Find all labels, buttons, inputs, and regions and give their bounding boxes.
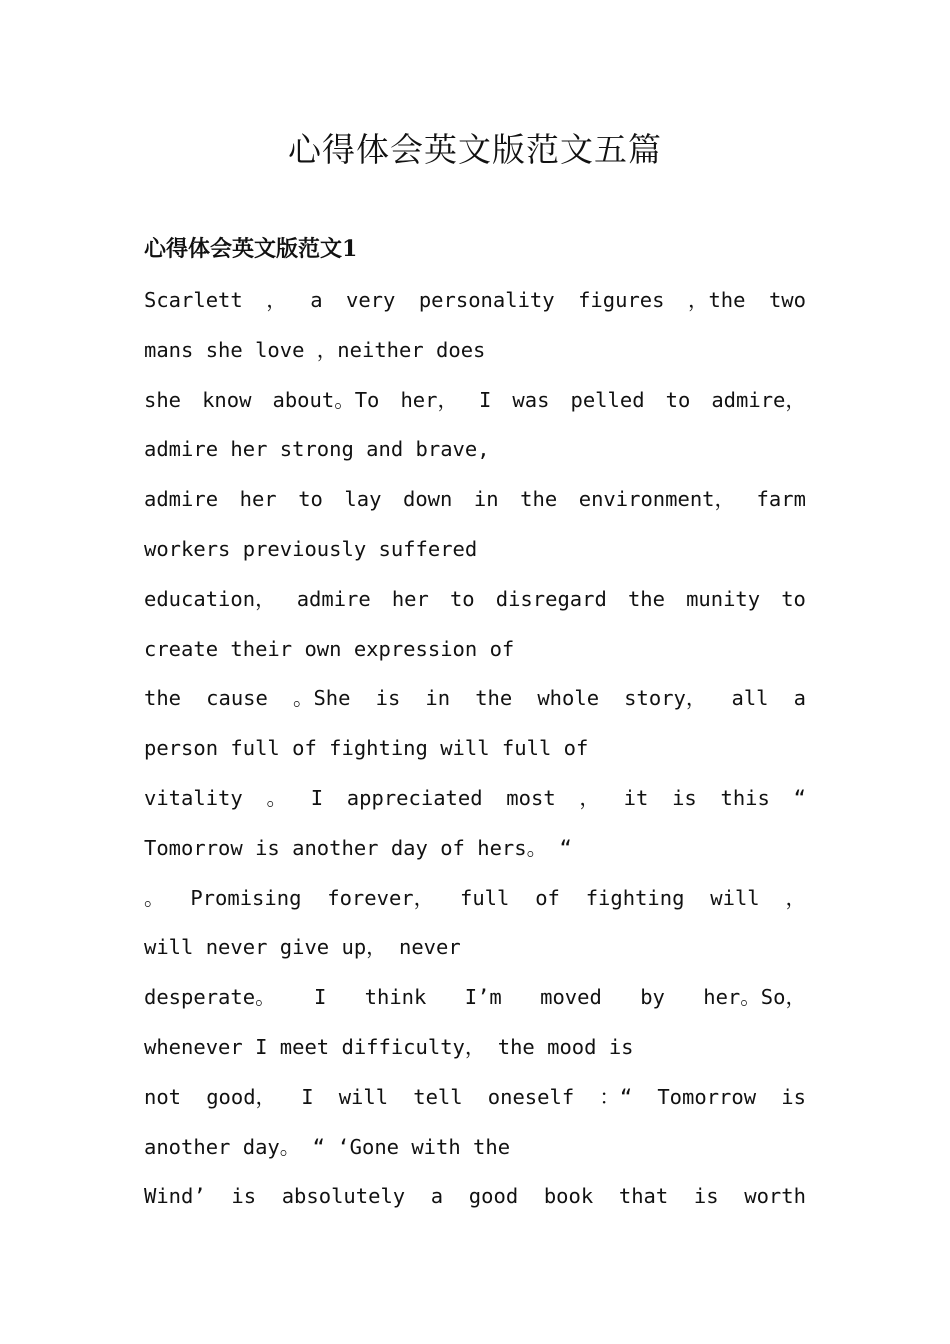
text-word: is <box>693 1184 719 1209</box>
text-line: Tomorrow is another day of hers。 “ <box>144 835 572 860</box>
text-word: the <box>144 686 182 711</box>
text-word: admire <box>296 586 371 611</box>
text-word: to <box>665 387 691 412</box>
text-word: moved <box>540 985 602 1010</box>
text-word: all <box>731 686 769 711</box>
text-word: it <box>623 785 649 810</box>
text-line: create their own expression of <box>144 636 515 661</box>
text-word: I <box>479 387 492 412</box>
text-word: most <box>506 785 556 810</box>
text-line <box>144 276 806 326</box>
text-word: 。 <box>266 785 287 810</box>
text-word: good， <box>206 1084 277 1109</box>
text-line: another day。 “ ‘Gone with the <box>144 1134 511 1159</box>
text-word: to <box>781 586 806 611</box>
text-word: worth <box>744 1184 806 1209</box>
text-line <box>144 674 806 724</box>
text-word: good <box>468 1184 519 1209</box>
text-line: workers previously suffered <box>144 536 478 561</box>
text-word: very <box>346 288 396 312</box>
text-word: know <box>202 387 252 412</box>
text-word: is <box>781 1084 806 1109</box>
text-word: down <box>403 487 453 512</box>
text-word: about。To <box>272 387 380 412</box>
text-word: the <box>627 586 665 611</box>
text-word: oneself <box>487 1084 575 1109</box>
text-word: admire， <box>711 387 806 412</box>
text-word: a <box>793 686 806 711</box>
text-word: to <box>449 586 475 611</box>
text-word: was <box>512 387 550 412</box>
text-word: ，the <box>687 288 746 312</box>
text-word: personality <box>418 288 555 312</box>
text-word: environment， <box>578 487 735 512</box>
text-line: will never give up， never <box>144 935 461 960</box>
text-line <box>144 874 806 924</box>
text-word: desperate。 <box>144 985 276 1010</box>
text-word: cause <box>206 686 268 711</box>
body-text <box>144 276 806 1222</box>
text-word: is <box>672 785 697 810</box>
text-word: her， <box>400 387 458 412</box>
text-word: a <box>430 1184 444 1209</box>
text-line <box>144 774 806 824</box>
text-line <box>144 973 806 1023</box>
text-word: her。So， <box>703 985 806 1010</box>
text-word: I <box>301 1084 314 1109</box>
text-word: that <box>618 1184 669 1209</box>
text-word: ， <box>266 288 287 312</box>
text-word: full <box>459 885 510 910</box>
text-word: appreciated <box>346 785 483 810</box>
text-word: pelled <box>570 387 645 412</box>
text-word: 。She <box>292 686 351 711</box>
text-word: ：“ <box>599 1084 633 1109</box>
text-word: ， <box>785 885 806 910</box>
text-word: tell <box>413 1084 463 1109</box>
text-word: munity <box>686 586 761 611</box>
text-word: of <box>535 885 560 910</box>
text-word: in <box>473 487 499 512</box>
text-line <box>144 475 806 525</box>
text-word: I <box>310 785 324 810</box>
text-word: is <box>375 686 401 711</box>
text-word: vitality <box>144 785 243 810</box>
text-word: to <box>298 487 323 512</box>
text-line: whenever I meet difficulty， the mood is <box>144 1034 634 1059</box>
text-word: I <box>313 985 327 1010</box>
text-word: lay <box>344 487 382 512</box>
text-word: Tomorrow <box>657 1084 757 1109</box>
section-heading: 心得体会英文版范文1 <box>144 236 358 262</box>
text-line <box>144 1073 806 1123</box>
text-word: absolutely <box>281 1184 406 1209</box>
text-word: her <box>239 487 277 512</box>
text-word: “ <box>793 785 806 810</box>
text-word: figures <box>578 288 665 312</box>
text-word: education， <box>144 586 276 611</box>
text-word: Wind’ <box>144 1184 206 1209</box>
text-word: farm <box>756 487 806 512</box>
text-line: admire her strong and brave, <box>144 437 490 462</box>
text-word: admire <box>144 487 219 512</box>
text-word: not <box>144 1084 182 1109</box>
text-line <box>144 376 806 426</box>
text-word: the <box>475 686 513 711</box>
text-word: a <box>310 288 323 312</box>
text-word: think <box>364 985 427 1010</box>
text-line: mans she love ，neither does <box>144 337 486 362</box>
text-word: she <box>144 387 182 412</box>
text-word: whole <box>537 686 600 711</box>
text-word: by <box>640 985 665 1010</box>
text-word: this <box>720 785 770 810</box>
text-word: ， <box>579 785 600 810</box>
text-word: will <box>710 885 760 910</box>
document-title: 心得体会英文版范文五篇 <box>288 130 662 169</box>
text-word: 。 <box>144 885 165 910</box>
text-word: story， <box>624 686 707 711</box>
text-word: is <box>231 1184 257 1209</box>
text-line <box>144 575 806 625</box>
text-word: her <box>391 586 429 611</box>
text-line <box>144 1172 806 1222</box>
text-word: will <box>338 1084 389 1109</box>
text-word: I’m <box>464 985 502 1010</box>
text-word: two <box>768 288 806 312</box>
text-word: Scarlett <box>144 288 243 312</box>
text-word: Promising <box>190 885 302 910</box>
text-word: disregard <box>495 586 607 611</box>
text-word: fighting <box>585 885 685 910</box>
text-word: in <box>425 686 451 711</box>
text-line: person full of fighting will full of <box>144 736 589 761</box>
text-word: the <box>520 487 558 512</box>
text-word: book <box>543 1184 594 1209</box>
text-word: forever， <box>327 885 435 910</box>
